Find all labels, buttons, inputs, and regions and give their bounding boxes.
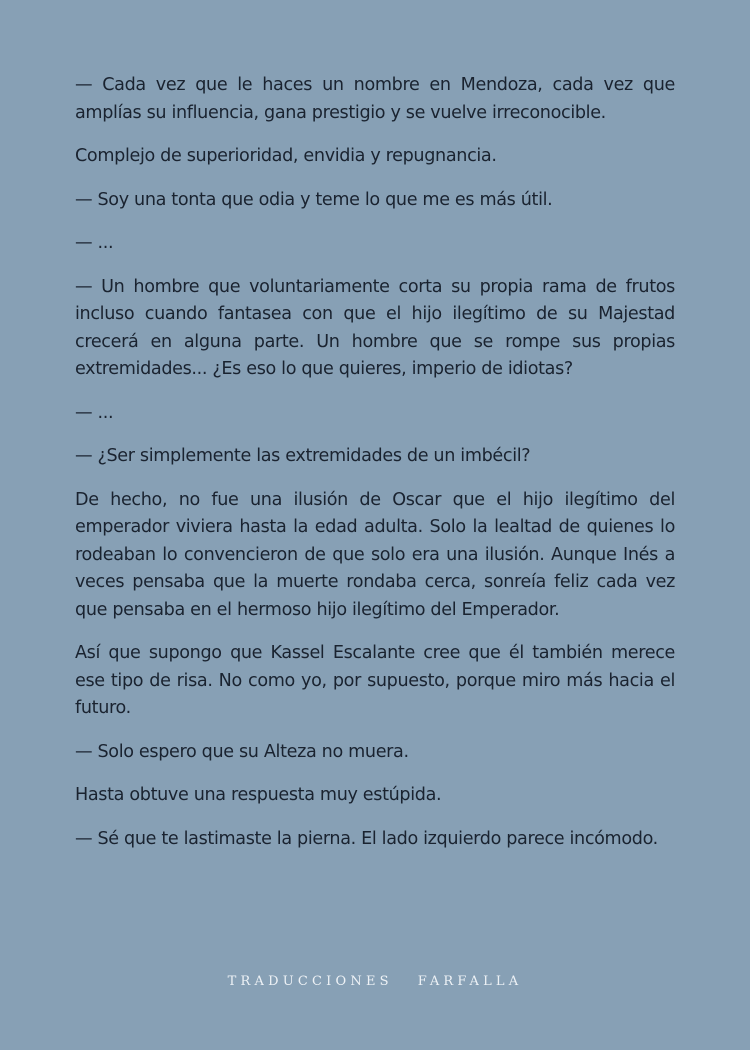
paragraph-8: De hecho, no fue una ilusión de Oscar que el hijo ilegítimo del emperador viviera hasta la edad adulta. Solo la lealtad de quienes lo rodeaban lo convencieron de que solo era una ilusión. Aunque Inés a veces pensaba que la muerte rondaba cerca, sonreía feliz cada vez que pensaba en el hermoso hijo ilegítimo del Emperador. <box>75 489 675 620</box>
paragraph-2: Complejo de superioridad, envidia y repugnancia. <box>75 146 497 166</box>
paragraph-4: — ... <box>75 233 114 253</box>
document-body <box>75 72 675 869</box>
page-footer-watermark: TRADUCCIONES FARFALLA <box>227 974 523 989</box>
paragraph-7: — ¿Ser simplemente las extremidades de un imbécil? <box>75 446 531 466</box>
paragraph-3: — Soy una tonta que odia y teme lo que me es más útil. <box>75 189 553 210</box>
paragraph-10: — Solo espero que su Alteza no muera. <box>75 741 409 762</box>
paragraph-1: — Cada vez que le haces un nombre en Mendoza, cada vez que amplías su influencia, gana prestigio y se vuelve irreconocible. <box>75 75 675 123</box>
paragraph-12: — Sé que te lastimaste la pierna. El lado izquierdo parece incómodo. <box>75 828 658 849</box>
paragraph-5: — Un hombre que voluntariamente corta su propia rama de frutos incluso cuando fantasea con que el hijo ilegítimo de su Majestad crecerá en alguna parte. Un hombre que se rompe sus propias extremidades... ¿Es eso lo que quieres, imperio de idiotas? <box>75 276 675 379</box>
paragraph-9: Así que supongo que Kassel Escalante cree que él también merece ese tipo de risa. No como yo, por supuesto, porque miro más hacia el futuro. <box>75 643 675 718</box>
paragraph-11: Hasta obtuve una respuesta muy estúpida. <box>75 785 442 805</box>
paragraph-6: — ... <box>75 402 114 423</box>
